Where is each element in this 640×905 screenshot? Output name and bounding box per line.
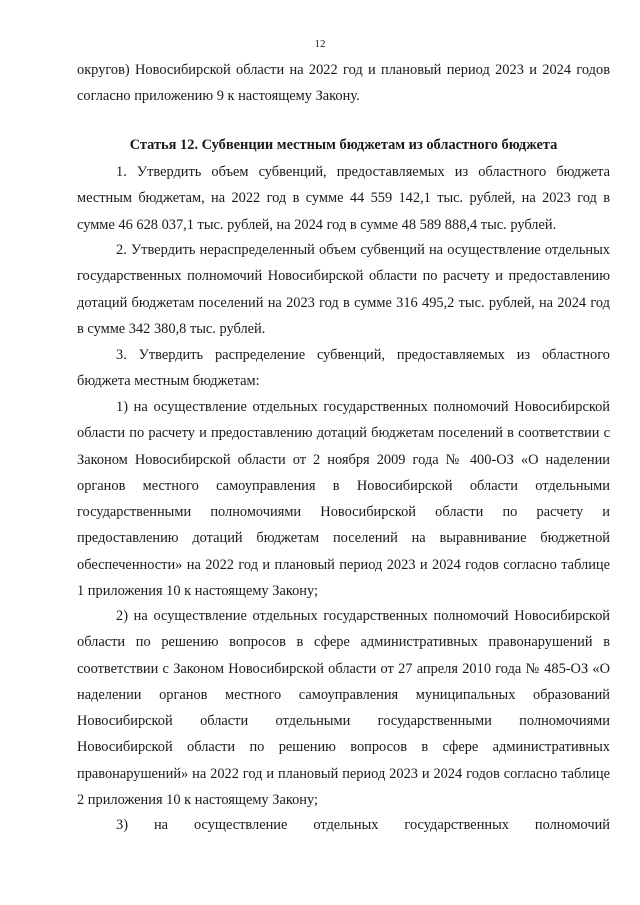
paragraph-2: 2. Утвердить нераспределенный объем субвенций на осуществление отдельных государственных полномочий Новосибирской области по расчету и предоставлению дотаций бюджетам поселений на 2023 год в сумме 316 495,2 тыс. рублей, на 2024 год в сумме 342 380,8 тыс. рублей. <box>77 242 610 337</box>
paragraph-continuation: округов) Новосибирской области на 2022 год и плановый период 2023 и 2024 годов согласно приложению 9 к настоящему Закону. <box>77 62 610 105</box>
list-item-3: 3) на осуществление отдельных государственных полномочий <box>116 817 610 833</box>
list-item-2: 2) на осуществление отдельных государственных полномочий Новосибирской области по решению вопросов в сфере административных правонарушений в соответствии с Законом Новосибирской области от 27 апреля 2010 года № 485-ОЗ «О наделении органов местного самоуправления муниципальных образований Новосибирской области отдельными государственными полномочиями Новосибирской области по решению вопросов в сфере административных правонарушений» на 2022 год и плановый период 2023 и 2024 годов согласно таблице 2 приложения 10 к настоящему Закону; <box>77 608 610 809</box>
paragraph-1: 1. Утвердить объем субвенций, предоставляемых из областного бюджета местным бюджетам, на 2022 год в сумме 44 559 142,1 тыс. рублей, на 2023 год в сумме 46 628 037,1 тыс. рублей, на 2024 год в сумме 48 589 888,4 тыс. рублей. <box>77 164 610 233</box>
article-heading: Статья 12. Субвенции местным бюджетам из областного бюджета <box>129 137 558 153</box>
paragraph-3: 3. Утвердить распределение субвенций, предоставляемых из областного бюджета местным бюджетам: <box>77 347 610 390</box>
page-number: 12 <box>314 38 326 50</box>
list-item-1: 1) на осуществление отдельных государственных полномочий Новосибирской области по расчету и предоставлению дотаций бюджетам поселений в соответствии с Законом Новосибирской области от 2 ноября 2009 года № 400-ОЗ «О наделении органов местного самоуправления в Новосибирской области отдельными государственными полномочиями Новосибирской области по расчету и предоставлению дотаций бюджетам поселений на выравнивание бюджетной обеспеченности» на 2022 год и плановый период 2023 и 2024 годов согласно таблице 1 приложения 10 к настоящему Закону; <box>77 399 610 600</box>
